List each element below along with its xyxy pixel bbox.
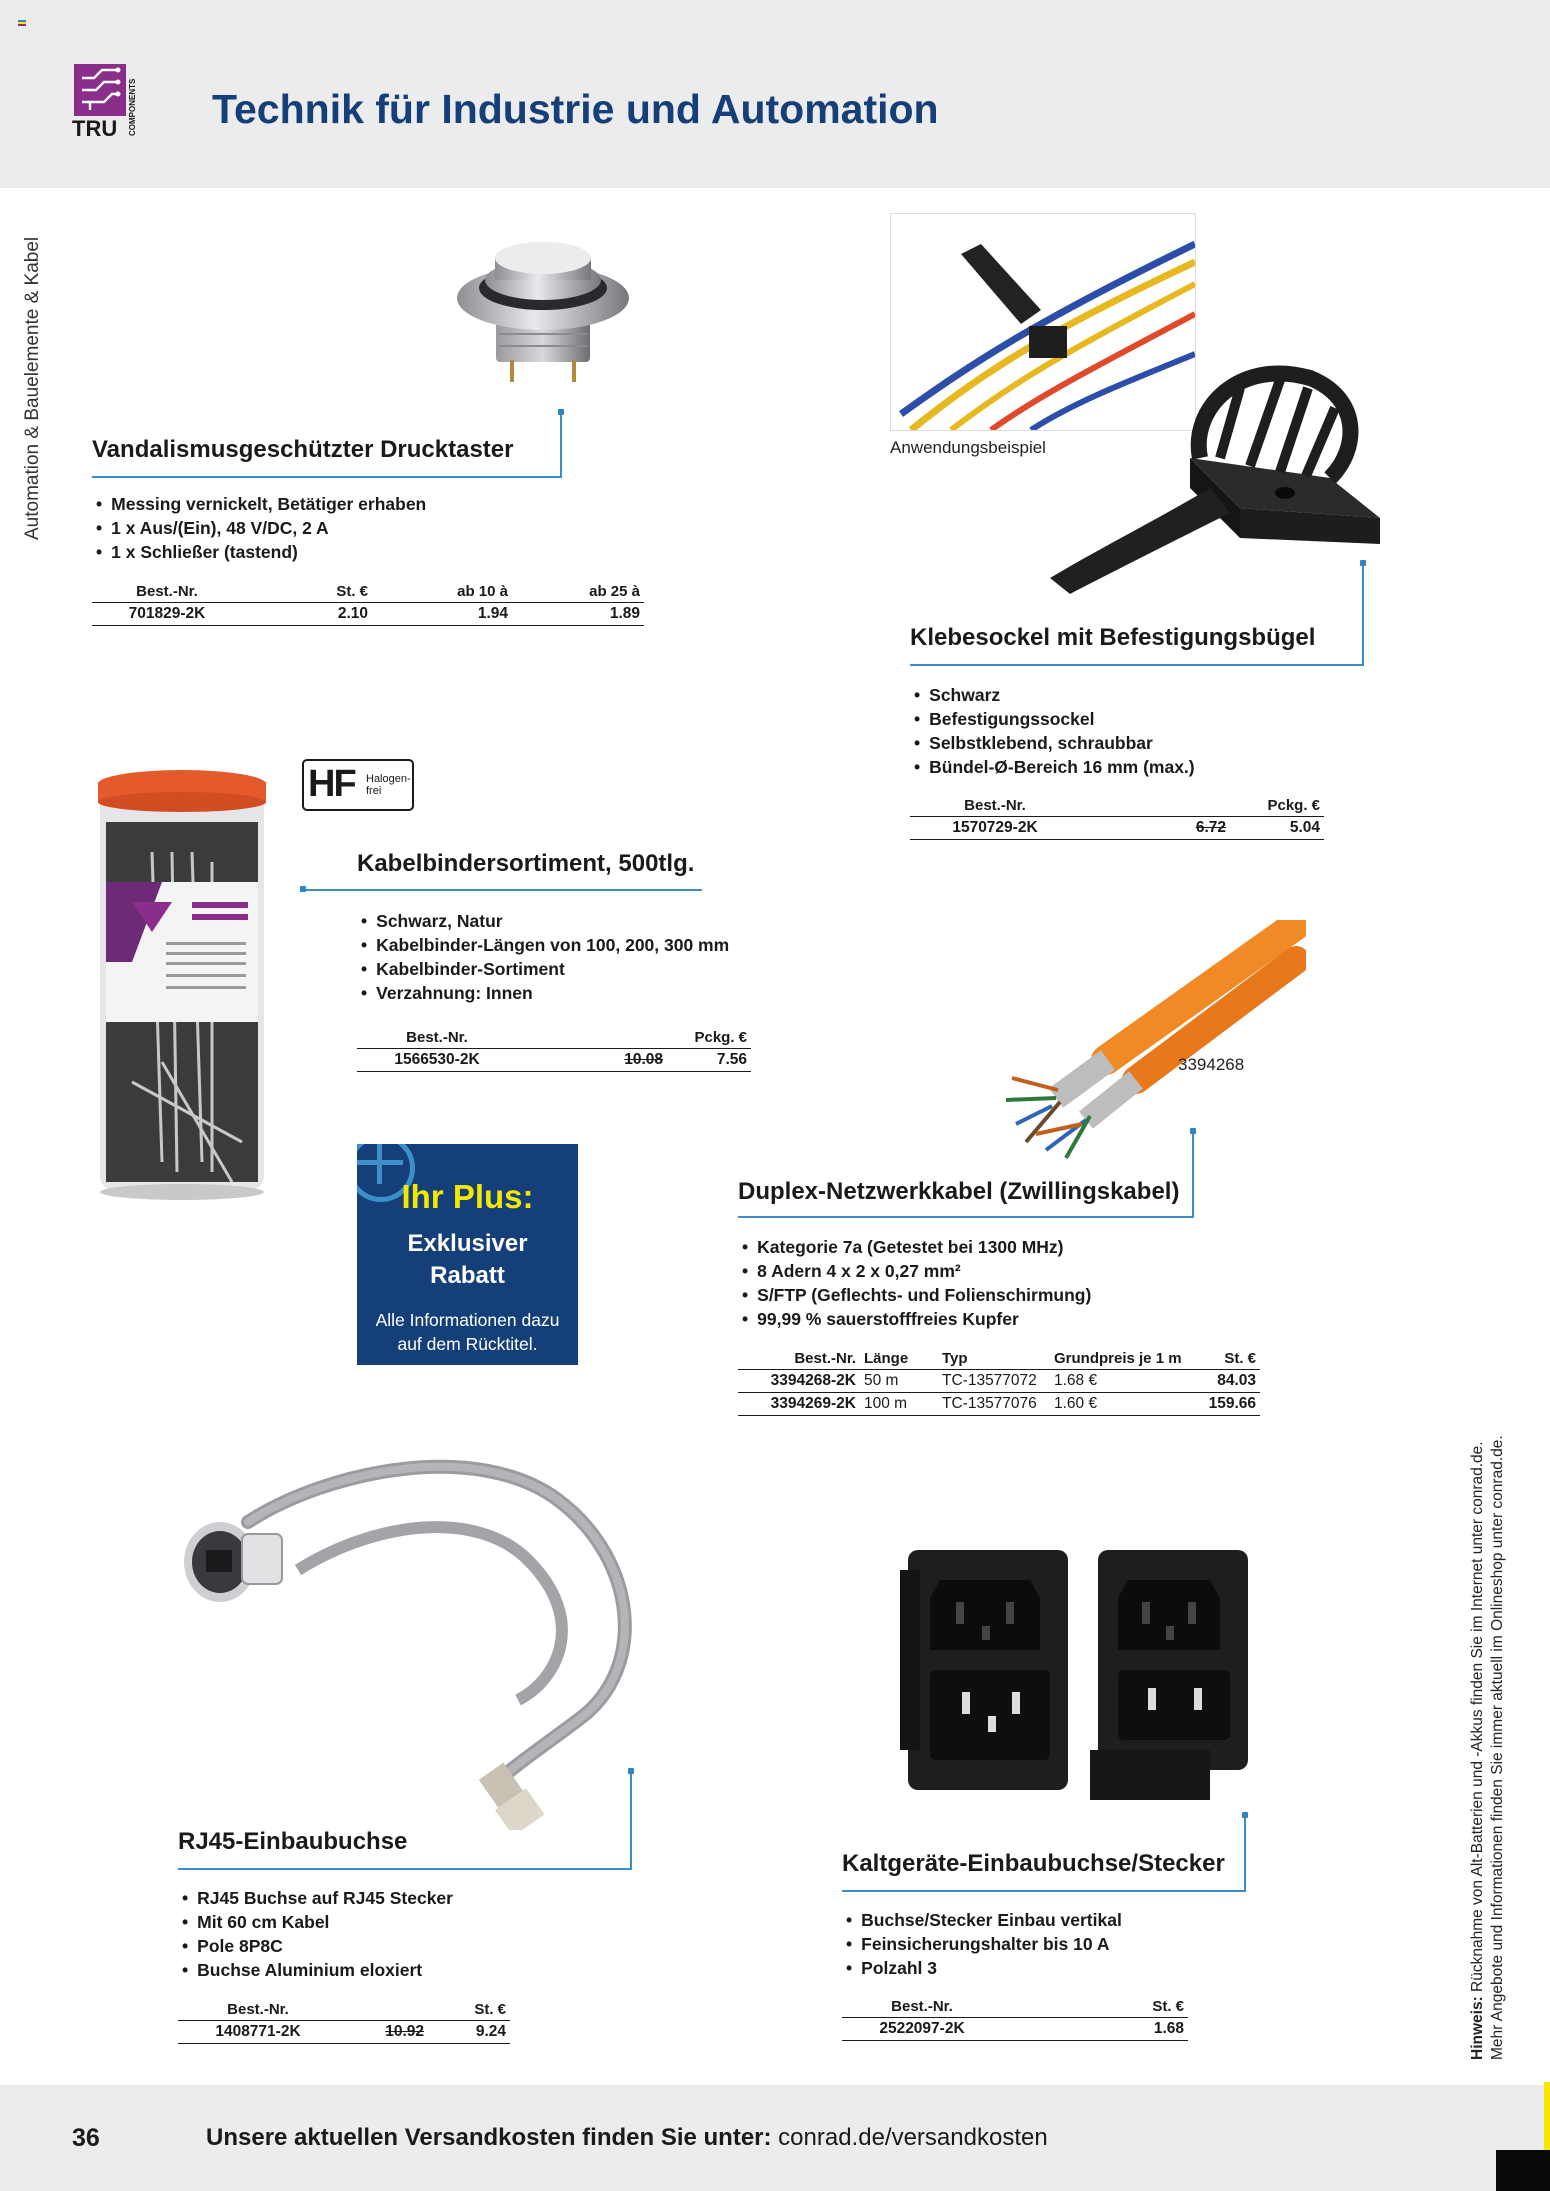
- table-row: [178, 2021, 510, 2044]
- table-header-spacer: [338, 1998, 428, 2021]
- product-title-kabelbinder: Kabelbindersortiment, 500tlg.: [357, 850, 695, 877]
- price-cell: 9.24: [428, 2021, 510, 2044]
- order-number: 701829-2K: [92, 603, 242, 626]
- page-title: Technik für Industrie und Automation: [212, 86, 939, 132]
- feature-item: • Kabelbinder-Sortiment: [361, 957, 729, 981]
- type-cell: TC-13577072: [938, 1370, 1050, 1393]
- klebesockel-features: [914, 683, 1195, 779]
- netzwerkkabel-callout-dot: [1190, 1128, 1196, 1134]
- order-number: 1566530-2K: [357, 1049, 517, 1072]
- kaltgeraete-price-table: [842, 1995, 1188, 2041]
- badge-text-line: Halogen-: [366, 773, 411, 785]
- promo-info-line: Alle Informationen dazu: [375, 1310, 560, 1330]
- length-cell: 100 m: [860, 1393, 938, 1416]
- register-tab-marker: [1496, 2150, 1550, 2191]
- promo-title: Ihr Plus:: [401, 1178, 534, 1215]
- table-header-spacer: [517, 1026, 667, 1049]
- feature-item: • Kabelbinder-Längen von 100, 200, 300 mm: [361, 933, 729, 957]
- feature-item: • Buchse/Stecker Einbau vertikal: [846, 1908, 1122, 1932]
- netzwerkkabel-features: [742, 1235, 1091, 1331]
- table-header: St. €: [428, 1998, 510, 2021]
- header-mark: [18, 20, 26, 26]
- feature-item: • Feinsicherungshalter bis 10 A: [846, 1932, 1122, 1956]
- feature-item: • Messing vernickelt, Betätiger erhaben: [96, 492, 426, 516]
- feature-item: • Befestigungssockel: [914, 707, 1195, 731]
- price-cell: 159.66: [1200, 1393, 1260, 1416]
- table-header: ab 10 à: [372, 580, 512, 603]
- table-header: Best.-Nr.: [357, 1026, 517, 1049]
- feature-item: • Schwarz, Natur: [361, 909, 729, 933]
- promo-info: [357, 1308, 578, 1356]
- feature-item: • RJ45 Buchse auf RJ45 Stecker: [182, 1886, 453, 1910]
- rj45-callout-dot: [628, 1768, 634, 1774]
- feature-item: • 99,99 % sauerstofffreies Kupfer: [742, 1307, 1091, 1331]
- plus-icon-bar: [357, 1160, 403, 1165]
- price-cell: 2.10: [242, 603, 372, 626]
- promo-info-line: auf dem Rücktitel.: [397, 1334, 538, 1354]
- logo-subtext: COMPONENTS: [128, 78, 137, 136]
- klebesockel-price-table: [910, 794, 1324, 840]
- table-header: Länge: [860, 1347, 938, 1370]
- table-row: [92, 603, 644, 626]
- iec-socket-image: [900, 1540, 1260, 1810]
- promo-subtitle-line: Rabatt: [430, 1262, 505, 1289]
- old-price: 10.08: [517, 1049, 667, 1072]
- table-header: Pckg. €: [1230, 794, 1324, 817]
- rj45-price-table: [178, 1998, 510, 2044]
- table-header: Pckg. €: [667, 1026, 751, 1049]
- klebesockel-callout-dot: [1360, 560, 1366, 566]
- length-cell: 50 m: [860, 1370, 938, 1393]
- table-header-spacer: [1080, 794, 1230, 817]
- feature-item: • S/FTP (Geflechts- und Folienschirmung): [742, 1283, 1091, 1307]
- drucktaster-callout-dot: [558, 409, 564, 415]
- order-number: 1408771-2K: [178, 2021, 338, 2044]
- table-row: [842, 2018, 1188, 2041]
- table-header: St. €: [1200, 1347, 1260, 1370]
- network-cable-caption: 3394268: [1178, 1055, 1245, 1074]
- kabelbinder-price-table: [357, 1026, 751, 1072]
- kabelbinder-callout-dot: [300, 886, 306, 892]
- old-price: 6.72: [1080, 817, 1230, 840]
- table-header: Best.-Nr.: [842, 1995, 1002, 2018]
- shipping-info: [206, 2124, 1048, 2152]
- order-number: 3394269-2K: [738, 1393, 860, 1416]
- product-title-netzwerkkabel: Duplex-Netzwerkkabel (Zwillingskabel): [738, 1178, 1180, 1205]
- type-cell: TC-13577076: [938, 1393, 1050, 1416]
- page-header: [0, 0, 1550, 188]
- price-cell: 84.03: [1200, 1370, 1260, 1393]
- price-cell: 1.94: [372, 603, 512, 626]
- kaltgeraete-features: [846, 1908, 1122, 1980]
- feature-item: • Schwarz: [914, 683, 1195, 707]
- feature-item: • Mit 60 cm Kabel: [182, 1910, 453, 1934]
- cable-tie-jar-image: [92, 762, 272, 1202]
- table-row: [738, 1370, 1260, 1393]
- price-cell: 5.04: [1230, 817, 1324, 840]
- table-header: Best.-Nr.: [738, 1347, 860, 1370]
- kabelbinder-features: [361, 909, 729, 1005]
- logo-circuit-icon: [74, 64, 126, 116]
- halogen-free-badge: [302, 759, 414, 811]
- side-category-label: Automation & Bauelemente & Kabel: [22, 236, 43, 540]
- price-cell: 1.68: [1108, 2018, 1188, 2041]
- promo-box[interactable]: [357, 1144, 578, 1365]
- kaltgeraete-callout-dot: [1242, 1812, 1248, 1818]
- shipping-link[interactable]: conrad.de/versandkosten: [771, 2124, 1048, 2151]
- netzwerkkabel-price-table: [738, 1347, 1260, 1416]
- feature-item: • Selbstklebend, schraubbar: [914, 731, 1195, 755]
- halogen-free-badge-mark: HF: [308, 763, 355, 805]
- table-header: Best.-Nr.: [910, 794, 1080, 817]
- promo-subtitle-line: Exklusiver: [407, 1230, 528, 1257]
- halogen-free-badge-text: [366, 773, 411, 797]
- logo-wordmark: TRU: [72, 116, 118, 141]
- drucktaster-price-table: [92, 580, 644, 626]
- rj45-features: [182, 1886, 453, 1982]
- drucktaster-features: [96, 492, 426, 564]
- disposal-hint: [1468, 1435, 1508, 2060]
- feature-item: • Bündel-Ø-Bereich 16 mm (max.): [914, 755, 1195, 779]
- order-number: 1570729-2K: [910, 817, 1080, 840]
- hint-line-1: Rücknahme von Alt-Batterien und -Akkus finden Sie im Internet unter conrad.de.: [1469, 1441, 1486, 1997]
- promo-subtitle: [357, 1228, 578, 1292]
- product-title-drucktaster: Vandalismusgeschützter Drucktaster: [92, 436, 514, 463]
- table-header: Typ: [938, 1347, 1050, 1370]
- page-number: 36: [72, 2124, 100, 2152]
- hint-line-2: Mehr Angebote und Informationen finden Sie immer aktuell im Onlineshop unter conrad.de.: [1489, 1435, 1506, 2060]
- shipping-info-label: Unsere aktuellen Versandkosten finden Sie unter:: [206, 2124, 772, 2151]
- table-row: [738, 1393, 1260, 1416]
- product-title-kaltgeraete: Kaltgeräte-Einbaubuchse/Stecker: [842, 1850, 1225, 1877]
- feature-item: • Verzahnung: Innen: [361, 981, 729, 1005]
- empty-cell: [1002, 2018, 1108, 2041]
- feature-item: • Pole 8P8C: [182, 1934, 453, 1958]
- price-cell: 1.89: [512, 603, 644, 626]
- order-number: 3394268-2K: [738, 1370, 860, 1393]
- feature-item: • Kategorie 7a (Getestet bei 1300 MHz): [742, 1235, 1091, 1259]
- tru-components-logo: [72, 64, 142, 140]
- badge-text-line: frei: [366, 785, 382, 797]
- feature-item: • 8 Adern 4 x 2 x 0,27 mm²: [742, 1259, 1091, 1283]
- kabelbinder-callout-line: [302, 889, 702, 891]
- table-header: Grundpreis je 1 m: [1050, 1347, 1200, 1370]
- table-header: St. €: [1108, 1995, 1188, 2018]
- table-header-spacer: [1002, 1995, 1108, 2018]
- application-example-caption: Anwendungsbeispiel: [890, 438, 1046, 457]
- network-cable-image: [986, 920, 1306, 1160]
- price-cell: 7.56: [667, 1049, 751, 1072]
- unit-price-cell: 1.60 €: [1050, 1393, 1200, 1416]
- feature-item: • Buchse Aluminium eloxiert: [182, 1958, 453, 1982]
- old-price: 10.92: [338, 2021, 428, 2044]
- feature-item: • 1 x Schließer (tastend): [96, 540, 426, 564]
- table-header: ab 25 à: [512, 580, 644, 603]
- table-row: [357, 1049, 751, 1072]
- table-row: [910, 817, 1324, 840]
- page-edge-marker: [1544, 2082, 1550, 2152]
- order-number: 2522097-2K: [842, 2018, 1002, 2041]
- product-title-rj45: RJ45-Einbaubuchse: [178, 1828, 408, 1855]
- feature-item: • 1 x Aus/(Ein), 48 V/DC, 2 A: [96, 516, 426, 540]
- table-header: Best.-Nr.: [178, 1998, 338, 2021]
- table-header: St. €: [242, 580, 372, 603]
- unit-price-cell: 1.68 €: [1050, 1370, 1200, 1393]
- push-button-image: [448, 230, 638, 390]
- table-header: Best.-Nr.: [92, 580, 242, 603]
- hint-label: Hinweis:: [1469, 1996, 1486, 2060]
- product-title-klebesockel: Klebesockel mit Befestigungsbügel: [910, 624, 1316, 651]
- feature-item: • Polzahl 3: [846, 1956, 1122, 1980]
